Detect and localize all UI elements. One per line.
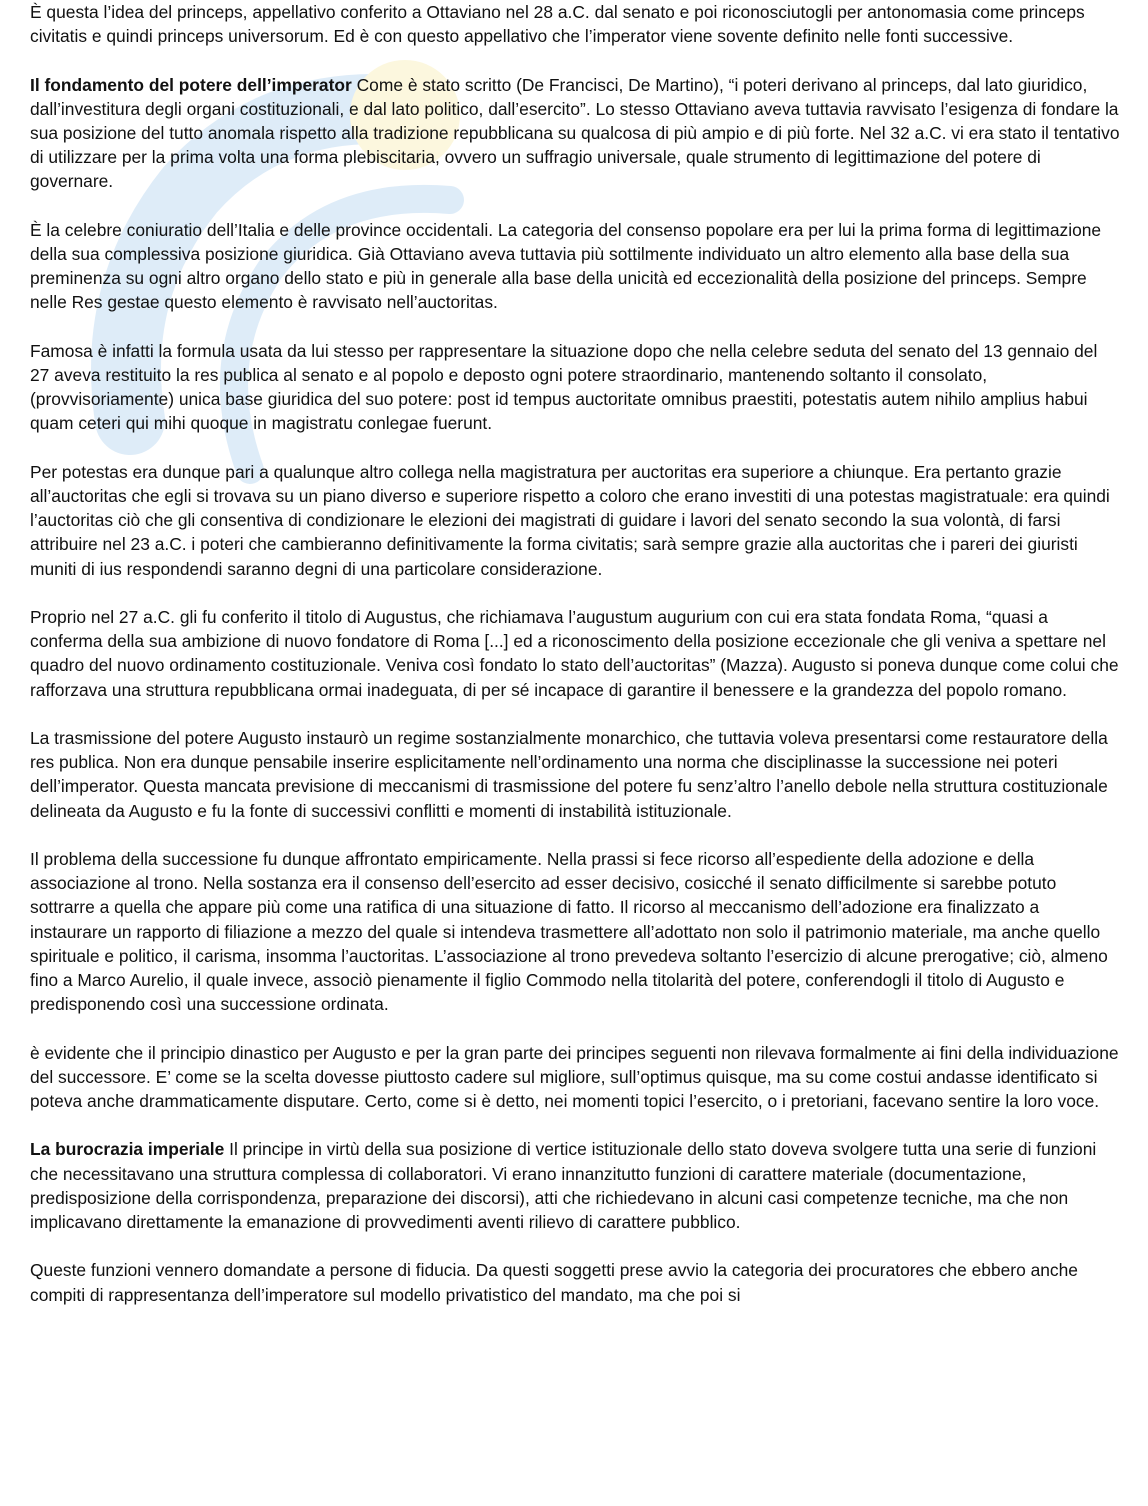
paragraph-3 [30,218,1120,315]
paragraph-9 [30,1041,1120,1114]
paragraph-text: Famosa è infatti la formula usata da lui stesso per rappresentare la situazione dopo che nella celebre seduta del senato del 13 gennaio del 27 aveva restituito la res publica al senato e al popolo e deposto ogni potere straordinario, mantenendo soltanto il consolato, (provvisoriamente) unica base giuridica del suo potere: post id tempus auctoritate omnibus praestiti, potestatis autem nihilo amplius habui quam ceteri qui mihi quoque in magistratu conlegae fuerunt. [30,340,1098,434]
paragraph-text: Proprio nel 27 a.C. gli fu conferito il titolo di Augustus, che richiamava l’augustum augurium con cui era stata fondata Roma, “quasi a conferma della sua ambizione di nuovo fondatore di Roma [...] ed a riconoscimento della posizione eccezionale che gli veniva a spettare nel quadro del nuovo ordinamento costituzionale. Veniva così fondato lo stato dell’auctoritas” (Mazza). Augusto si poneva dunque come colui che rafforzava una struttura repubblicana ormai inadeguata, di per sé incapace di garantire il benessere e la grandezza del popolo romano. [30,607,1119,700]
paragraph-7 [30,726,1120,823]
paragraph-text: Il principe in virtù della sua posizione di vertice istituzionale dello stato doveva svolgere tutta una serie di funzioni che necessitavano una struttura complessa di collaboratori. Vi erano innanzitutto funzioni di carattere materiale (documentazione, predisposizione della corrispondenza, preparazione dei discorsi), atti che richiedevano in alcuni casi competenze tecniche, ma che non implicavano direttamente la emanazione di provvedimenti aventi rilievo di carattere pubblico. [30,1139,1097,1233]
paragraph-4 [30,339,1120,436]
paragraph-text: È questa l’idea del princeps, appellativo conferito a Ottaviano nel 28 a.C. dal senato e poi riconosciutogli per antonomasia come princeps civitatis e quindi princeps universorum. Ed è con questo appellativo che l’imperator viene sovente definito nelle fonti successive. [30,2,1085,47]
paragraph-10 [30,1137,1120,1234]
paragraph-6 [30,605,1120,702]
paragraph-1 [30,0,1120,48]
paragraph-heading: Il fondamento del potere dell’imperator [30,74,352,95]
paragraph-11 [30,1258,1120,1306]
paragraph-2 [30,73,1120,194]
paragraph-5 [30,460,1120,581]
paragraph-text: La trasmissione del potere Augusto instaurò un regime sostanzialmente monarchico, che tuttavia voleva presentarsi come restauratore della res publica. Non era dunque pensabile inserire esplicitamente nell’ordinamento una norma che disciplinasse la successione nei poteri dell’imperator. Questa mancata previsione di meccanismi di trasmissione del potere fu senz’altro l’anello debole nella struttura costituzionale delineata da Augusto e fu la fonte di successivi conflitti e momenti di instabilità istituzionale. [30,728,1108,821]
paragraph-text: è evidente che il principio dinastico per Augusto e per la gran parte dei principes seguenti non rilevava formalmente ai fini della individuazione del successore. E’ come se la scelta dovesse piuttosto cadere sul migliore, sull’optimus quisque, ma su come costui andasse identificato si poteva anche drammaticamente disputare. Certo, come si è detto, nei momenti topici l’esercito, o i pretoriani, facevano sentire la loro voce. [30,1042,1119,1112]
paragraph-text: Per potestas era dunque pari a qualunque altro collega nella magistratura per auctoritas era superiore a chiunque. Era pertanto grazie all’auctoritas che egli si trovava su un piano diverso e superiore rispetto a coloro che erano investiti di una potestas magistratuale: era quindi l’auctoritas ciò che gli consentiva di condizionare le elezioni dei magistrati di guidare i lavori del senato secondo la sua volontà, di farsi attribuire nel 23 a.C. i poteri che cambieranno definitivamente la forma civitatis; sarà sempre grazie alla auctoritas che i pareri dei giuristi muniti di ius respondendi saranno degni di una particolare considerazione. [30,461,1110,579]
paragraph-text: Queste funzioni vennero domandate a persone di fiducia. Da questi soggetti prese avvio la categoria dei procuratores che ebbero anche compiti di rappresentanza dell’imperatore sul modello privatistico del mandato, ma che poi si [30,1260,1078,1305]
paragraph-text: È la celebre coniuratio dell’Italia e delle province occidentali. La categoria del consenso popolare era per lui la prima forma di legittimazione della sua complessiva posizione giuridica. Già Ottaviano aveva tuttavia più sottilmente individuato un altro elemento alla base della sua preminenza su ogni altro organo dello stato e più in generale alla base della unicità ed eccezionalità della posizione del princeps. Sempre nelle Res gestae questo elemento è ravvisato nell’auctoritas. [30,219,1102,313]
paragraph-text: Il problema della successione fu dunque affrontato empiricamente. Nella prassi si fece ricorso all’espediente della adozione e della associazione al trono. Nella sostanza era il consenso dell’esercito ad esser decisivo, cosicché il senato difficilmente si sarebbe potuto sottrarre a quella che appare più come una ratifica di una situazione di fatto. Il ricorso al meccanismo dell’adozione era finalizzato a instaurare un rapporto di filiazione a mezzo del quale si intendeva trasmettere all’adottato non solo il patrimonio materiale, ma anche quello spirituale e politico, il carisma, insomma l’auctoritas. L’associazione al trono prevedeva soltanto l’esercizio di alcune prerogative; ciò, almeno fino a Marco Aurelio, il quale invece, associò pienamente il figlio Commodo nella titolarità del potere, conferendogli il titolo di Augusto e predisponendo così una successione ordinata. [30,849,1108,1015]
paragraph-heading: La burocrazia imperiale [30,1139,225,1160]
paragraph-text: Come è stato scritto (De Francisci, De Martino), “i poteri derivano al princeps, dal lato giuridico, dall’investitura degli organi costituzionali, e dal lato politico, dall’esercito”. Lo stesso Ottaviano aveva tuttavia ravvisato l’esigenza di fondare la sua posizione del tutto anomala rispetto alla tradizione repubblicana su qualcosa di più ampio e di più forte. Nel 32 a.C. vi era stato il tentativo di utilizzare per la prima volta una forma plebiscitaria, ovvero un suffragio universale, quale strumento di legittimazione del potere di governare. [30,74,1120,192]
document-body [30,0,1120,1331]
paragraph-8 [30,847,1120,1016]
